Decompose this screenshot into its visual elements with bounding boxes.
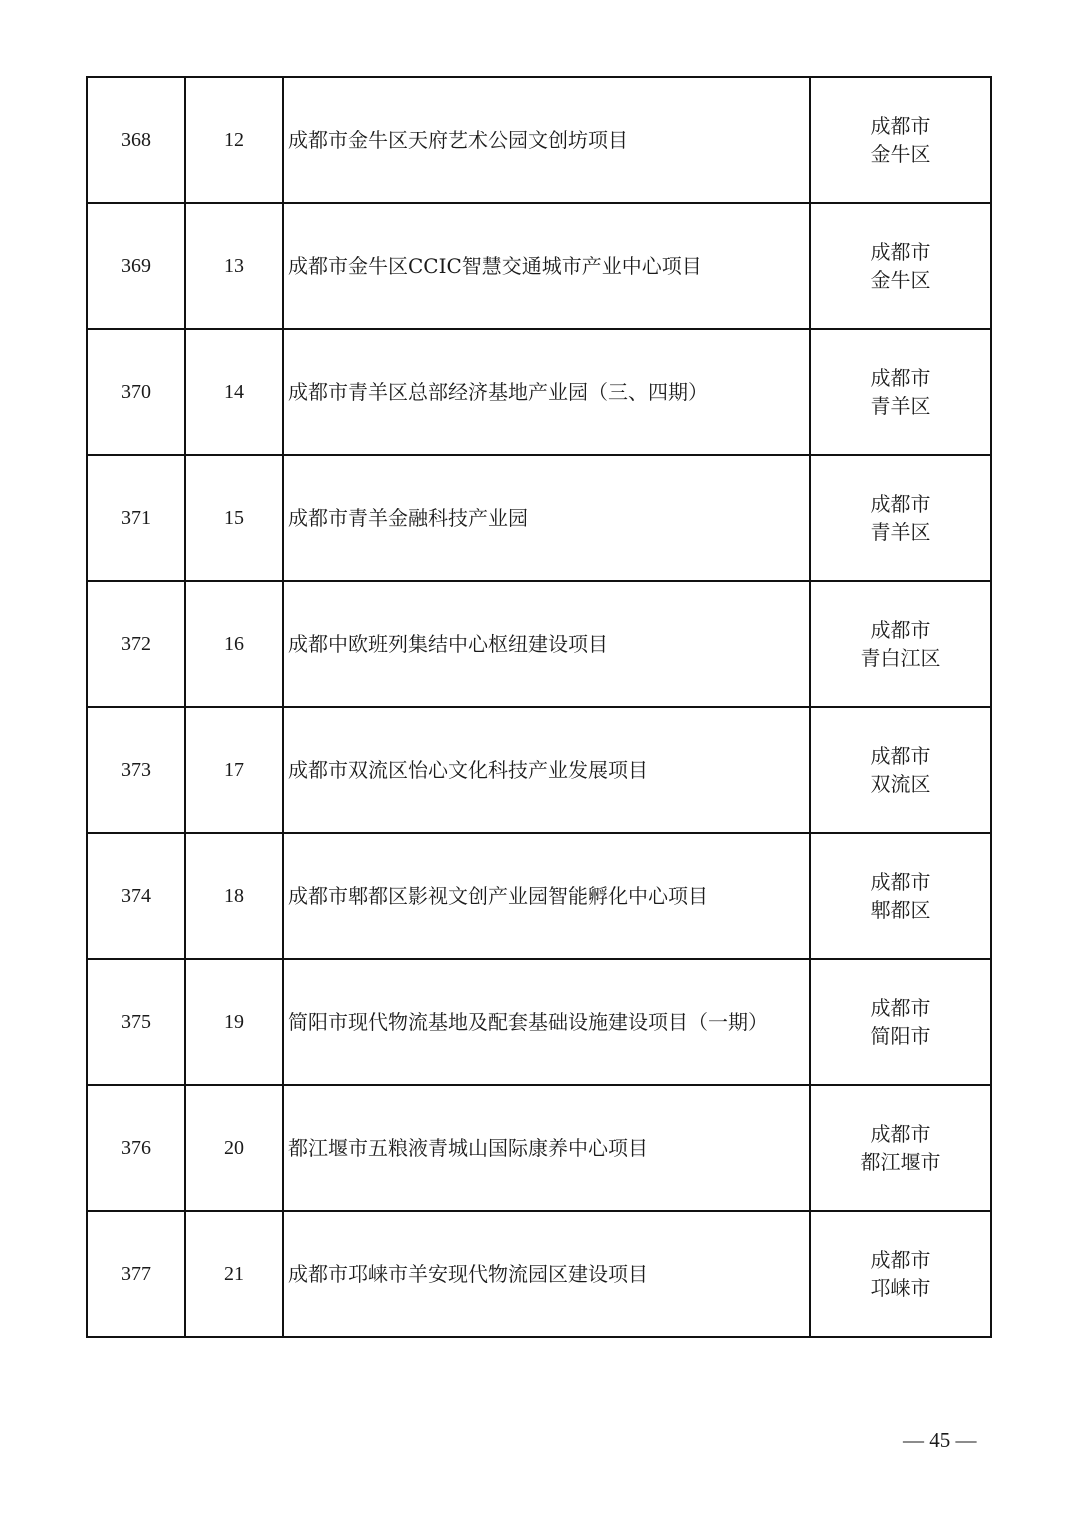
location-district: 金牛区 <box>870 142 931 166</box>
row-sub-number: 13 <box>185 203 283 329</box>
row-project-name: 成都市邛崃市羊安现代物流园区建设项目 <box>283 1211 810 1337</box>
row-sub-number: 20 <box>185 1085 283 1211</box>
row-location <box>810 1211 991 1337</box>
row-sub-number: 21 <box>185 1211 283 1337</box>
row-seq-number: 373 <box>87 707 185 833</box>
row-sub-number: 19 <box>185 959 283 1085</box>
location-city: 成都市 <box>870 1122 931 1146</box>
table-row <box>87 1085 991 1211</box>
row-location <box>810 455 991 581</box>
row-location <box>810 581 991 707</box>
project-table <box>86 76 992 1338</box>
row-sub-number: 16 <box>185 581 283 707</box>
row-location <box>810 707 991 833</box>
row-seq-number: 369 <box>87 203 185 329</box>
row-sub-number: 17 <box>185 707 283 833</box>
location-city: 成都市 <box>870 744 931 768</box>
row-location <box>810 203 991 329</box>
row-project-name: 成都市双流区怡心文化科技产业发展项目 <box>283 707 810 833</box>
table-row <box>87 1211 991 1337</box>
location-district: 青白江区 <box>860 646 941 670</box>
location-city: 成都市 <box>870 618 931 642</box>
row-project-name: 成都市金牛区CCIC智慧交通城市产业中心项目 <box>283 203 810 329</box>
table-row <box>87 329 991 455</box>
project-table-body <box>87 77 991 1337</box>
row-seq-number: 372 <box>87 581 185 707</box>
row-seq-number: 376 <box>87 1085 185 1211</box>
page-number: — 45 — <box>903 1428 977 1452</box>
table-row <box>87 959 991 1085</box>
row-seq-number: 371 <box>87 455 185 581</box>
row-project-name: 成都市郫都区影视文创产业园智能孵化中心项目 <box>283 833 810 959</box>
row-project-name: 成都中欧班列集结中心枢纽建设项目 <box>283 581 810 707</box>
table-row <box>87 581 991 707</box>
row-sub-number: 14 <box>185 329 283 455</box>
row-seq-number: 377 <box>87 1211 185 1337</box>
row-location <box>810 329 991 455</box>
location-city: 成都市 <box>870 1248 931 1272</box>
location-city: 成都市 <box>870 996 931 1020</box>
row-sub-number: 12 <box>185 77 283 203</box>
row-project-name: 都江堰市五粮液青城山国际康养中心项目 <box>283 1085 810 1211</box>
row-location <box>810 959 991 1085</box>
row-seq-number: 375 <box>87 959 185 1085</box>
table-row <box>87 77 991 203</box>
row-project-name: 成都市青羊区总部经济基地产业园（三、四期） <box>283 329 810 455</box>
row-project-name: 成都市金牛区天府艺术公园文创坊项目 <box>283 77 810 203</box>
location-district: 简阳市 <box>870 1024 931 1048</box>
location-district: 郫都区 <box>870 898 931 922</box>
table-row <box>87 707 991 833</box>
row-location <box>810 77 991 203</box>
row-project-name: 简阳市现代物流基地及配套基础设施建设项目（一期） <box>283 959 810 1085</box>
location-city: 成都市 <box>870 870 931 894</box>
table-row <box>87 455 991 581</box>
location-city: 成都市 <box>870 492 931 516</box>
location-district: 青羊区 <box>870 520 931 544</box>
row-project-name: 成都市青羊金融科技产业园 <box>283 455 810 581</box>
row-seq-number: 374 <box>87 833 185 959</box>
row-location <box>810 1085 991 1211</box>
row-seq-number: 370 <box>87 329 185 455</box>
location-district: 双流区 <box>870 772 931 796</box>
location-district: 金牛区 <box>870 268 931 292</box>
location-city: 成都市 <box>870 114 931 138</box>
row-seq-number: 368 <box>87 77 185 203</box>
row-sub-number: 18 <box>185 833 283 959</box>
location-district: 青羊区 <box>870 394 931 418</box>
location-district: 邛崃市 <box>870 1276 931 1300</box>
row-sub-number: 15 <box>185 455 283 581</box>
location-city: 成都市 <box>870 240 931 264</box>
location-district: 都江堰市 <box>860 1150 941 1174</box>
table-row <box>87 833 991 959</box>
location-city: 成都市 <box>870 366 931 390</box>
table-row <box>87 203 991 329</box>
row-location <box>810 833 991 959</box>
